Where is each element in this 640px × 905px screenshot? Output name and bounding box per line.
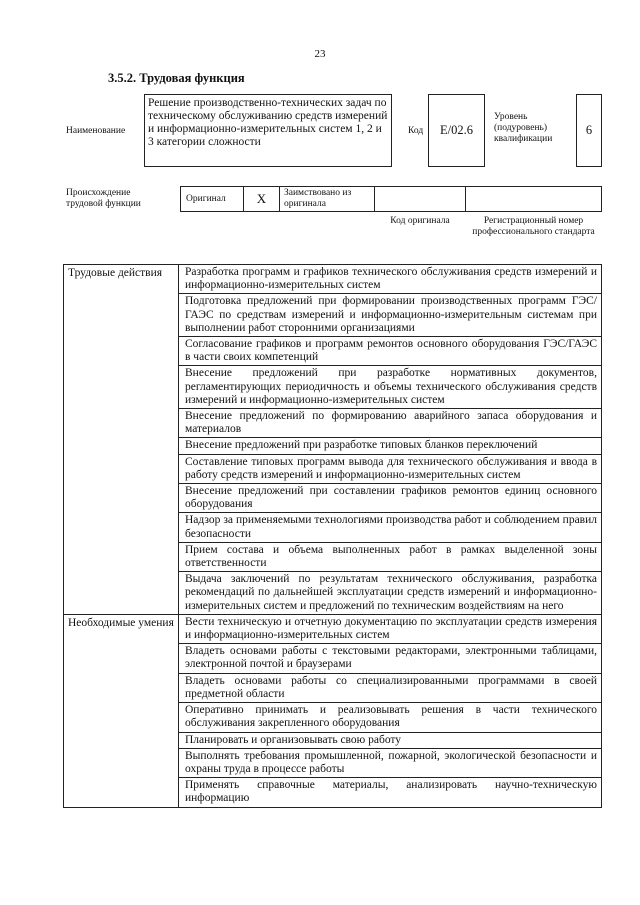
table-cell-item: Внесение предложений при составлении графиков ремонтов единиц основного оборудования (179, 484, 602, 513)
code-original-caption: Код оригинала (390, 216, 450, 226)
table-cell-item: Вести техническую и отчетную документацию по эксплуатации средств измерения и информационно-измерительных систем (179, 614, 602, 643)
borrowed-cell: Заимствовано из оригинала (279, 186, 375, 212)
page-number: 23 (314, 48, 326, 60)
level-label: Уровень (подуровень) квалификации (494, 112, 553, 144)
table-cell-item: Составление типовых программ вывода для технического обслуживания и ввода в работу средств измерений и информационно-измерительных систем (179, 454, 602, 483)
reg-number-caption: Регистрационный номер профессионального стандарта (472, 216, 595, 237)
table-cell-item: Планировать и организовывать свою работу (179, 732, 602, 748)
table-cell-item: Применять справочные материалы, анализировать научно-техническую информацию (179, 778, 602, 807)
reg-number-cell (465, 186, 602, 212)
section-category: Трудовые действия (64, 265, 179, 615)
table-cell-item: Внесение предложений по формированию аварийного запаса оборудования и материалов (179, 409, 602, 438)
name-label: Наименование (66, 126, 126, 136)
table-cell-item: Согласование графиков и программ ремонтов основного оборудования ГЭС/ГАЭС в части своих компетенций (179, 337, 602, 366)
function-name-box: Решение производственно-технических задач по техническому обслуживанию средств измерений и информационно-измерительных систем 1, 2 и 3 категории сложности (144, 94, 392, 167)
table-cell-item: Выполнять требования промышленной, пожарной, экологической безопасности и охраны труда в процессе работы (179, 748, 602, 777)
origin-label: Происхождение трудовой функции (66, 188, 141, 209)
original-mark: X (243, 186, 280, 212)
table-cell-item: Выдача заключений по результатам технического обслуживания, разработка рекомендаций по дальнейшей эксплуатации средств измерений и информационно-измерительных систем и предложений по техническим воздействиям на него (179, 572, 602, 615)
table-cell-item: Подготовка предложений при формировании производственных программ ГЭС/ГАЭС по средствам измерений и информационно-измерительным системам при выполнении работ сторонними организациями (179, 294, 602, 337)
table-cell-item: Оперативно принимать и реализовывать решения в части технического обслуживания закрепленного оборудования (179, 703, 602, 732)
table-cell-item: Владеть основами работы с текстовыми редакторами, электронными таблицами, электронной почтой и браузерами (179, 644, 602, 673)
table-cell-item: Владеть основами работы со специализированными программами в своей предметной области (179, 673, 602, 702)
table-cell-item: Разработка программ и графиков технического обслуживания средств измерений и информационно-измерительных систем (179, 265, 602, 294)
code-label: Код (408, 126, 424, 136)
table-row (64, 265, 602, 294)
code-value-box: E/02.6 (428, 94, 485, 167)
original-cell: Оригинал (180, 186, 244, 212)
labor-function-table (63, 264, 602, 808)
table-row (64, 614, 602, 643)
table-cell-item: Прием состава и объема выполненных работ в рамках выделенной зоны ответственности (179, 542, 602, 571)
table-cell-item: Внесение предложений при разработке нормативных документов, регламентирующих периодичность и объемы технического обслуживания средств измерений и информационно-измерительных систем (179, 366, 602, 409)
table-cell-item: Надзор за применяемыми технологиями производства работ и соблюдением правил безопасности (179, 513, 602, 542)
section-category: Необходимые умения (64, 614, 179, 807)
level-value-box: 6 (576, 94, 602, 167)
table-cell-item: Внесение предложений при разработке типовых бланков переключений (179, 438, 602, 454)
section-title: 3.5.2. Трудовая функция (108, 71, 245, 85)
code-original-cell (374, 186, 466, 212)
